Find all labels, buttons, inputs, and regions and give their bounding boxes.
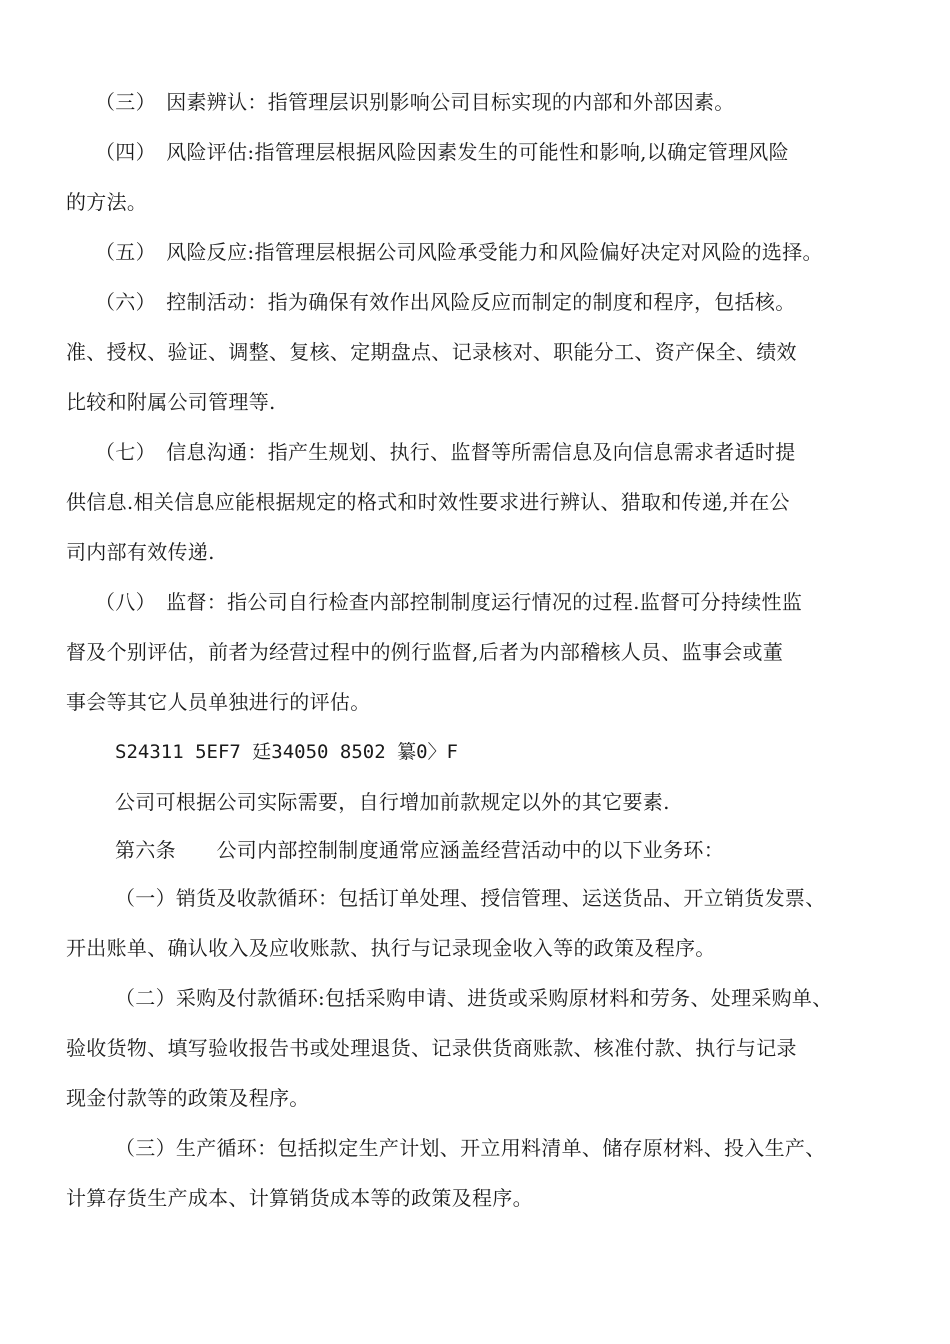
paragraph-line: （二）采购及付款循环:包括采购申请、进货或采购原材料和劳务、处理采购单、	[115, 986, 833, 1010]
paragraph-line: 开出账单、确认收入及应收账款、执行与记录现金收入等的政策及程序。	[66, 936, 716, 960]
paragraph-line: 公司可根据公司实际需要，自行增加前款规定以外的其它要素.	[115, 790, 670, 814]
paragraph-line: 准、授权、验证、调整、复核、定期盘点、记录核对、职能分工、资产保全、绩效	[66, 340, 797, 364]
paragraph-line: （五） 风险反应:指管理层根据公司风险承受能力和风险偏好决定对风险的选择。	[95, 240, 823, 264]
paragraph-line: （八） 监督：指公司自行检查内部控制制度运行情况的过程.监督可分持续性监	[95, 590, 803, 614]
paragraph-line: 的方法。	[66, 190, 148, 214]
article-heading-line: 第六条 公司内部控制制度通常应涵盖经营活动中的以下业务环：	[115, 838, 724, 862]
paragraph-line: （六） 控制活动：指为确保有效作出风险反应而制定的制度和程序，包括核。	[95, 290, 796, 314]
paragraph-line: 现金付款等的政策及程序。	[66, 1086, 310, 1110]
paragraph-line: （一）销货及收款循环：包括订单处理、授信管理、运送货品、开立销货发票、	[115, 886, 826, 910]
garbled-text-line: S24311 5EF7 廷34050 8502 纂0〉F	[115, 741, 458, 763]
paragraph-line: 事会等其它人员单独进行的评估。	[66, 690, 371, 714]
paragraph-line: （三）生产循环：包括拟定生产计划、开立用料清单、储存原材料、投入生产、	[115, 1136, 826, 1160]
paragraph-line: （三） 因素辨认：指管理层识别影响公司目标实现的内部和外部因素。	[95, 90, 735, 114]
paragraph-line: 验收货物、填写验收报告书或处理退货、记录供货商账款、核准付款、执行与记录	[66, 1036, 797, 1060]
paragraph-line: 计算存货生产成本、计算销货成本等的政策及程序。	[66, 1186, 533, 1210]
paragraph-line: 司内部有效传递.	[66, 540, 215, 564]
paragraph-line: 供信息.相关信息应能根据规定的格式和时效性要求进行辨认、猎取和传递,并在公	[66, 490, 790, 514]
paragraph-line: 比较和附属公司管理等.	[66, 390, 276, 414]
paragraph-line: （七） 信息沟通：指产生规划、执行、监督等所需信息及向信息需求者适时提	[95, 440, 796, 464]
paragraph-line: （四） 风险评估:指管理层根据风险因素发生的可能性和影响,以确定管理风险	[95, 140, 789, 164]
paragraph-line: 督及个别评估，前者为经营过程中的例行监督,后者为内部稽核人员、监事会或董	[66, 640, 784, 664]
